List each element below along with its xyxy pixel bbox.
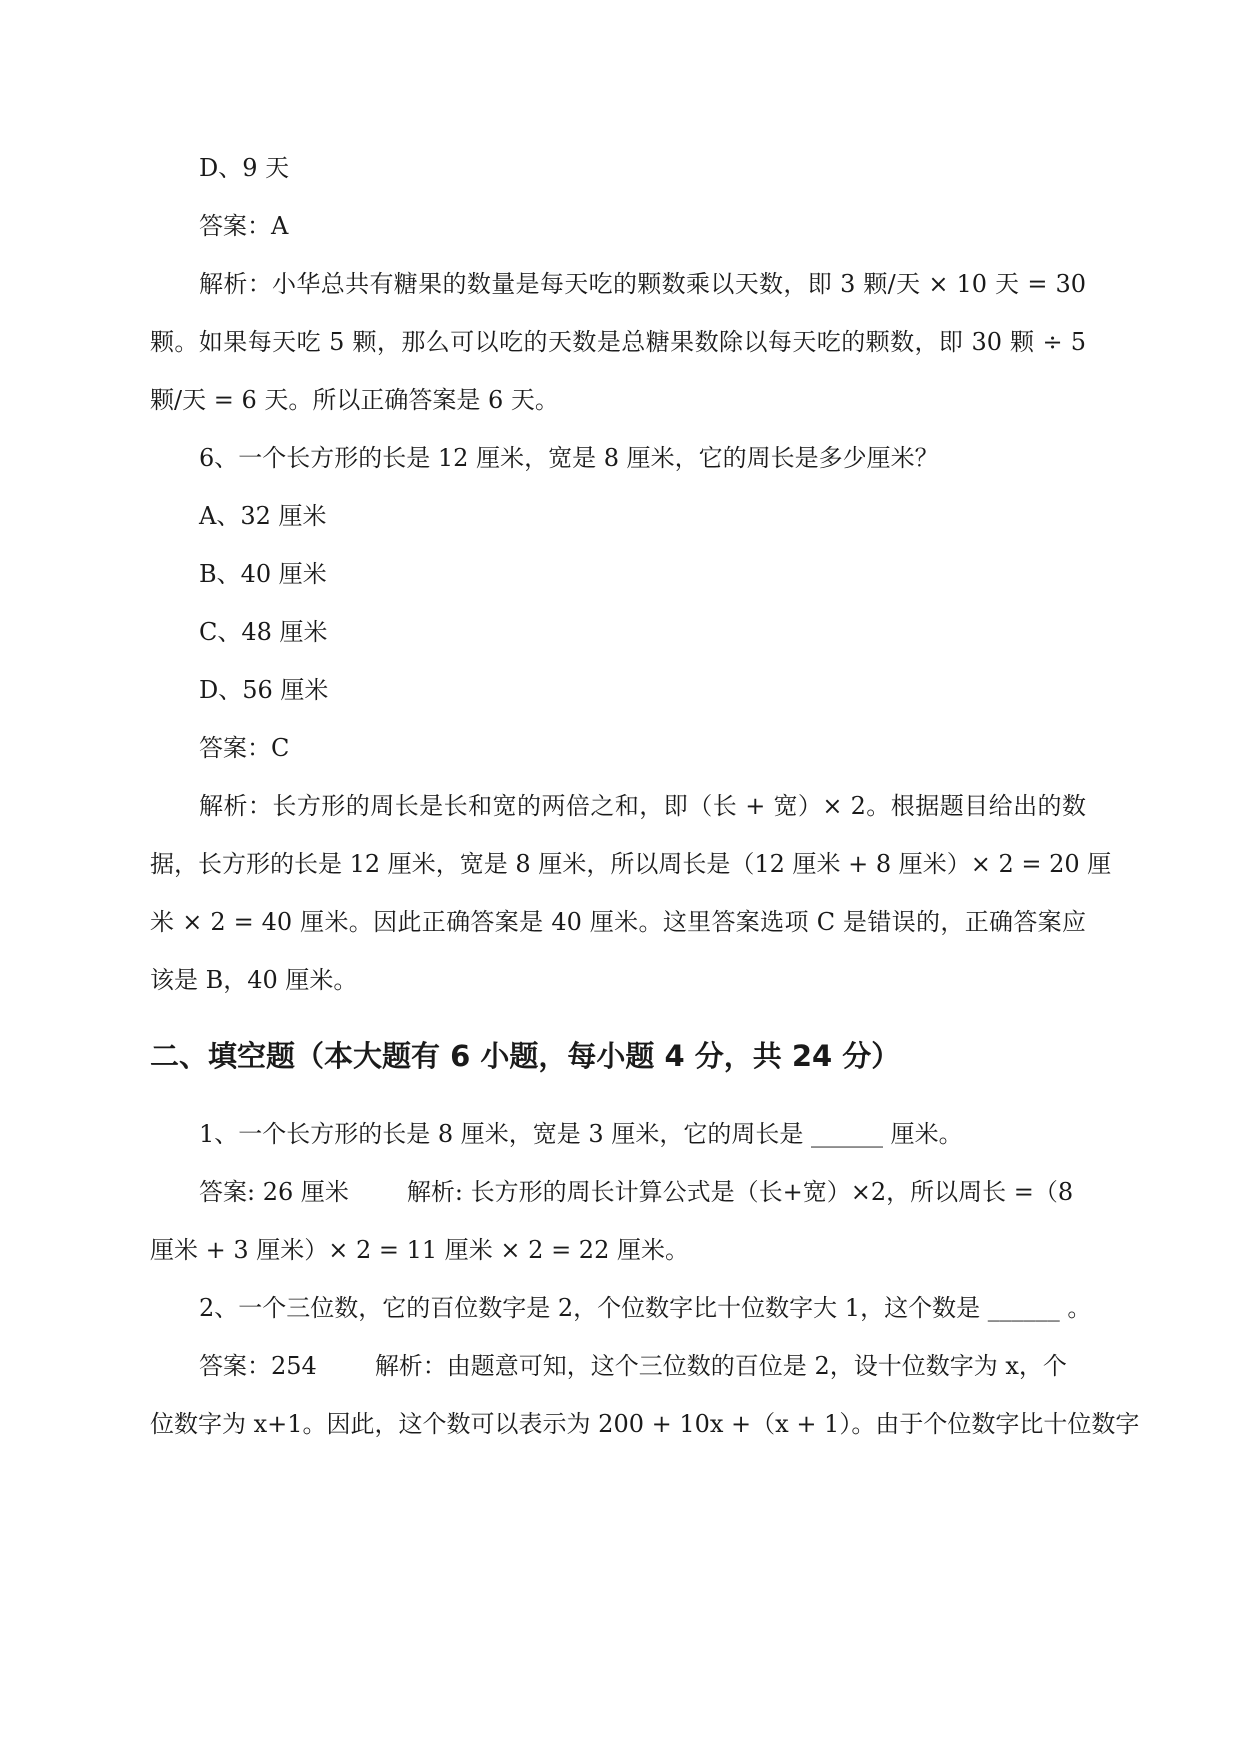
fill-answer-2-line1 xyxy=(199,1346,1067,1381)
analysis-q6-line2: 据，长方形的长是 12 厘米，宽是 8 厘米，所以周长是（12 厘米 + 8 厘米）× 2 = 20 厘 xyxy=(150,850,1112,878)
fill-analysis-2: 解析：由题意可知，这个三位数的百位是 2，设十位数字为 x，个 xyxy=(374,1352,1067,1380)
option-d-q6: D、56 厘米 xyxy=(199,676,329,704)
option-d-q5: D、9 天 xyxy=(199,154,290,182)
option-c-q6: C、48 厘米 xyxy=(199,618,328,646)
answer-q5: 答案：A xyxy=(199,212,289,240)
analysis-q5-line3: 颗/天 = 6 天。所以正确答案是 6 天。 xyxy=(150,386,559,414)
analysis-q6-line1: 解析：长方形的周长是长和宽的两倍之和，即（长 + 宽）× 2。根据题目给出的数 xyxy=(199,792,1086,820)
answer-q6: 答案：C xyxy=(199,734,290,762)
fill-answer-1: 答案: 26 厘米 xyxy=(199,1178,349,1206)
fill-question-1: 1、一个长方形的长是 8 厘米，宽是 3 厘米，它的周长是 ______ 厘米。 xyxy=(199,1120,963,1148)
fill-analysis-1: 解析: 长方形的周长计算公式是（长+宽）×2，所以周长 =（8 xyxy=(406,1178,1074,1206)
option-a-q6: A、32 厘米 xyxy=(199,502,327,530)
question-6: 6、一个长方形的长是 12 厘米，宽是 8 厘米，它的周长是多少厘米？ xyxy=(199,444,939,472)
section-heading: 二、填空题（本大题有 6 小题，每小题 4 分，共 24 分） xyxy=(150,1039,901,1073)
fill-analysis-2-line2: 位数字为 x+1。因此，这个数可以表示为 200 + 10x +（x + 1）。由于个位数字比十位数字 xyxy=(150,1410,1140,1438)
fill-answer-1-line1 xyxy=(199,1172,1073,1207)
analysis-q5-line1: 解析：小华总共有糖果的数量是每天吃的颗数乘以天数，即 3 颗/天 × 10 天 = 30 xyxy=(199,270,1086,298)
fill-answer-2: 答案：254 xyxy=(199,1352,317,1380)
fill-analysis-1-line2: 厘米 + 3 厘米）× 2 = 11 厘米 × 2 = 22 厘米。 xyxy=(150,1236,689,1264)
fill-question-2: 2、一个三位数，它的百位数字是 2，个位数字比十位数字大 1，这个数是 ______ 。 xyxy=(199,1294,1092,1322)
analysis-q6-line3: 米 × 2 = 40 厘米。因此正确答案是 40 厘米。这里答案选项 C 是错误的，正确答案应 xyxy=(150,908,1086,936)
option-b-q6: B、40 厘米 xyxy=(199,560,327,588)
analysis-q6-line4: 该是 B，40 厘米。 xyxy=(150,966,358,994)
analysis-q5-line2: 颗。如果每天吃 5 颗，那么可以吃的天数是总糖果数除以每天吃的颗数，即 30 颗 ÷ 5 xyxy=(150,328,1086,356)
